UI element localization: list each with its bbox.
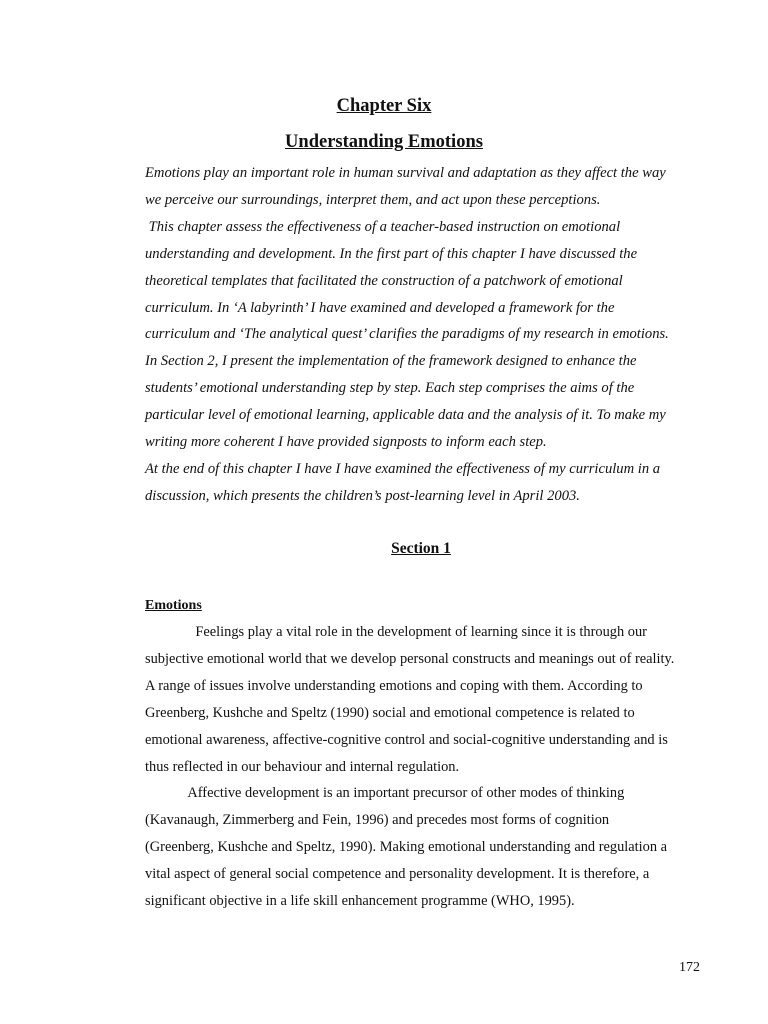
body-line: Affective development is an important precursor of other modes of thinking xyxy=(145,785,625,802)
body-line: vital aspect of general social competence and personality development. It is therefore, a xyxy=(145,866,650,883)
intro-paragraph xyxy=(145,160,705,510)
body-line: Feelings play a vital role in the development of learning since it is through our xyxy=(145,624,647,640)
body-paragraphs xyxy=(145,619,715,915)
body-line: significant objective in a life skill enhancement programme (WHO, 1995). xyxy=(145,893,575,910)
intro-line: In Section 2, I present the implementation of the framework designed to enhance the xyxy=(145,353,637,370)
body-line: (Kavanaugh, Zimmerberg and Fein, 1996) and precedes most forms of cognition xyxy=(145,812,610,829)
intro-line: students’ emotional understanding step by step. Each step comprises the aims of the xyxy=(145,380,635,397)
intro-line: we perceive our surroundings, interpret them, and act upon these perceptions. xyxy=(145,191,601,208)
intro-line: At the end of this chapter I have I have examined the effectiveness of my curriculum in a xyxy=(145,460,661,477)
intro-line: Emotions play an important role in human survival and adaptation as they affect the way xyxy=(145,165,666,181)
body-line: subjective emotional world that we develop personal constructs and meanings out of reality. xyxy=(145,650,675,667)
chapter-subtitle: Understanding Emotions xyxy=(285,132,483,152)
intro-line: theoretical templates that facilitated the construction of a patchwork of emotional xyxy=(145,272,623,289)
body-line: Greenberg, Kushche and Speltz (1990) social and emotional competence is related to xyxy=(145,704,635,721)
intro-line: curriculum and ‘The analytical quest’ clarifies the paradigms of my research in emotions. xyxy=(145,326,669,343)
chapter-title: Chapter Six xyxy=(336,96,432,116)
intro-line: This chapter assess the effectiveness of a teacher-based instruction on emotional xyxy=(145,218,621,235)
subsection-heading: Emotions xyxy=(145,598,202,613)
intro-line: understanding and development. In the first part of this chapter I have discussed the xyxy=(145,245,638,262)
body-line: emotional awareness, affective-cognitive control and social-cognitive understanding and is xyxy=(145,731,668,748)
section-heading: Section 1 xyxy=(391,540,451,557)
body-line: thus reflected in our behaviour and internal regulation. xyxy=(145,758,460,775)
body-line: (Greenberg, Kushche and Speltz, 1990). Making emotional understanding and regulation a xyxy=(145,839,668,856)
body-line: A range of issues involve understanding emotions and coping with them. According to xyxy=(145,677,643,694)
intro-line: particular level of emotional learning, applicable data and the analysis of it. To make my xyxy=(145,407,666,424)
intro-line: discussion, which presents the children’s post-learning level in April 2003. xyxy=(145,487,580,504)
intro-line: curriculum. In ‘A labyrinth’ I have examined and developed a framework for the xyxy=(145,299,615,316)
page-number: 172 xyxy=(679,960,700,975)
intro-line: writing more coherent I have provided signposts to inform each step. xyxy=(145,434,547,451)
